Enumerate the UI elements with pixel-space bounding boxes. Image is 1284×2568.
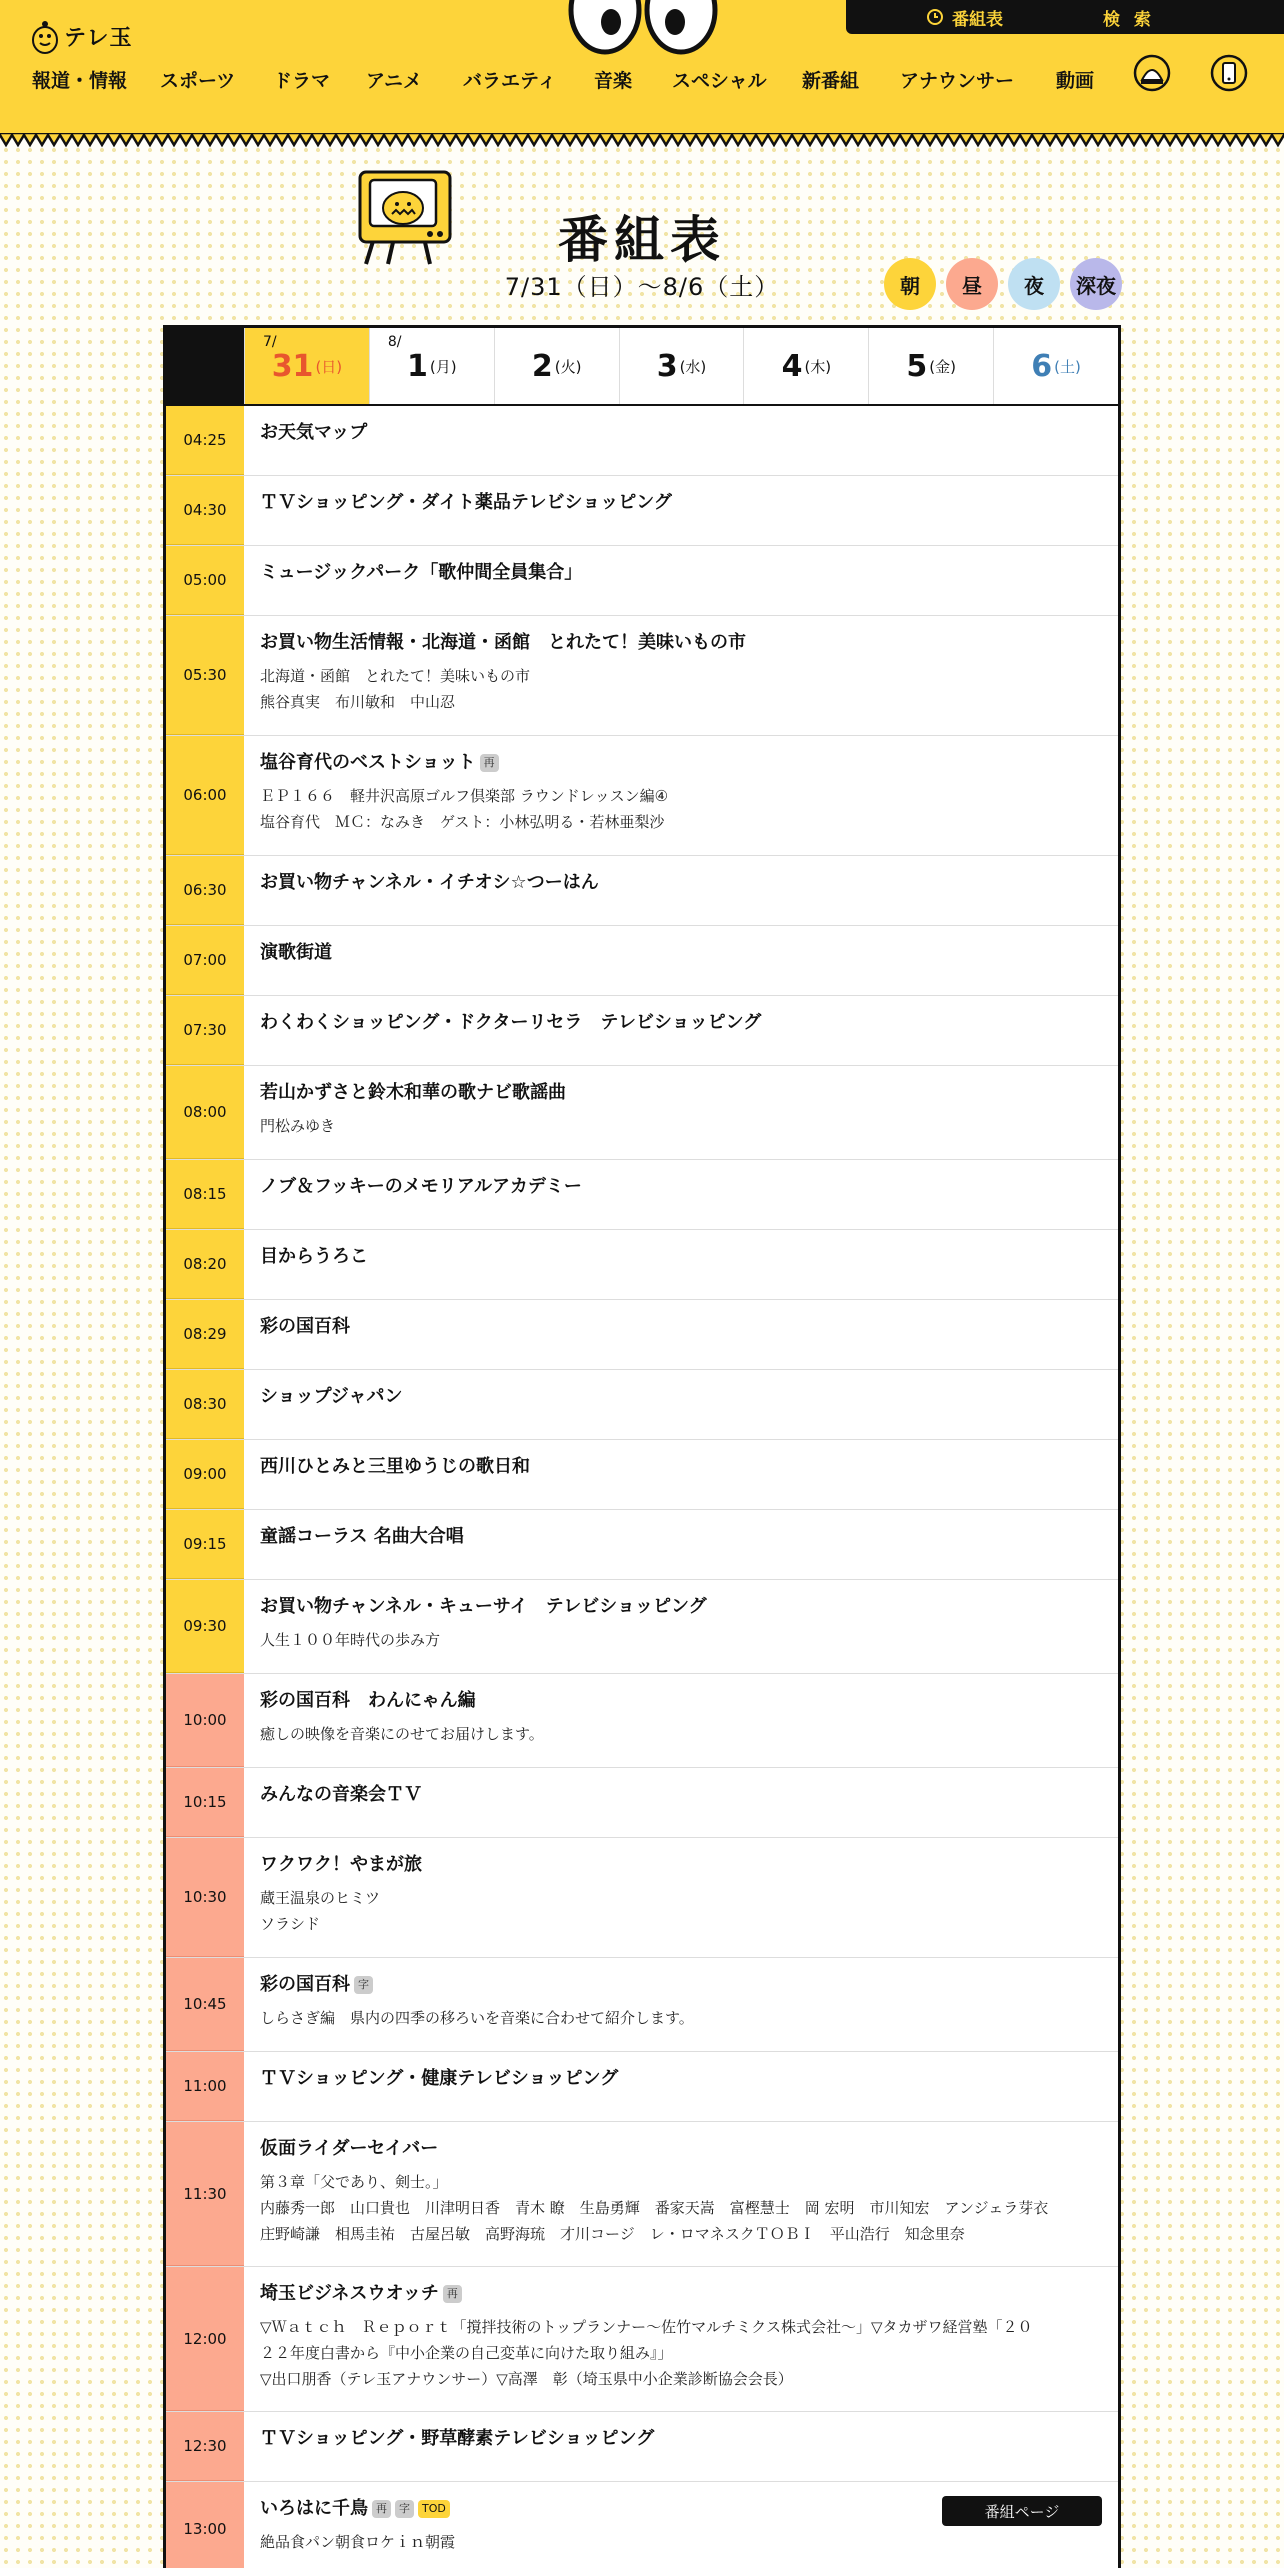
program-cell[interactable] (244, 1440, 1118, 1509)
program-cell[interactable] (244, 2482, 1118, 2568)
program-time: 07:00 (166, 926, 244, 995)
program-title-line (260, 1595, 1104, 1619)
day-tab[interactable] (993, 328, 1118, 404)
program-cell[interactable] (244, 1510, 1118, 1579)
program-title-line (260, 1385, 1104, 1409)
program-cell[interactable] (244, 2267, 1118, 2411)
program-title-line (260, 1011, 1104, 1035)
day-month: 7/ (263, 334, 277, 350)
program-title[interactable]: お天気マップ (260, 422, 368, 443)
program-list (166, 406, 1118, 2568)
program-cell[interactable] (244, 2122, 1118, 2266)
program-time: 09:00 (166, 1440, 244, 1509)
program-title-line (260, 561, 1104, 585)
day-weekday: (日) (315, 357, 343, 376)
nav-announcers[interactable]: アナウンサー (900, 70, 1015, 92)
program-row (166, 1066, 1118, 1160)
program-title-line (260, 2067, 1104, 2091)
page-title: 番組表 (558, 211, 726, 269)
program-time: 08:00 (166, 1066, 244, 1159)
filter-evening-button[interactable]: 夜 (1008, 258, 1060, 310)
program-time: 06:30 (166, 856, 244, 925)
program-description-line: ソラシド (260, 1915, 321, 1933)
program-time: 05:30 (166, 616, 244, 735)
program-title[interactable]: ＴＶショッピング・野草酵素テレビショッピング (260, 2428, 655, 2449)
program-title-line (260, 1245, 1104, 1269)
program-cell[interactable] (244, 1230, 1118, 1299)
program-time: 11:30 (166, 2122, 244, 2266)
filter-morning-button[interactable]: 朝 (884, 258, 936, 310)
program-title-line (260, 1081, 1104, 1105)
program-title[interactable]: 西川ひとみと三里ゆうじの歌日和 (260, 1456, 530, 1477)
program-cell[interactable] (244, 926, 1118, 995)
program-time: 09:30 (166, 1580, 244, 1673)
program-description (260, 1627, 1104, 1653)
day-weekday: (火) (554, 357, 582, 376)
program-time: 06:00 (166, 736, 244, 855)
program-title[interactable]: 童謡コーラス 名曲大合唱 (260, 1526, 464, 1547)
program-cell[interactable] (244, 736, 1118, 855)
program-row (166, 2052, 1118, 2122)
nav-sports[interactable]: スポーツ (160, 70, 236, 92)
program-row (166, 406, 1118, 476)
program-title[interactable]: 埼玉ビジネスウオッチ (260, 2283, 439, 2304)
program-time: 08:20 (166, 1230, 244, 1299)
program-description (260, 2005, 1104, 2031)
program-description-line: ＥＰ１６６ 軽井沢高原ゴルフ倶楽部 ラウンドレッスン編④ (260, 787, 669, 805)
main-nav (0, 66, 1284, 96)
program-tag: 字 (354, 1976, 373, 1994)
program-title-line (260, 1525, 1104, 1549)
day-tab[interactable] (868, 328, 993, 404)
program-cell[interactable] (244, 1066, 1118, 1159)
program-title-line (260, 1783, 1104, 1807)
program-row (166, 2122, 1118, 2267)
program-time: 07:30 (166, 996, 244, 1065)
clock-icon (926, 8, 944, 26)
date-range: 7/31（日）〜8/6（土） (504, 273, 780, 301)
program-description (260, 2529, 1104, 2555)
program-cell[interactable] (244, 616, 1118, 735)
program-title[interactable]: みんなの音楽会ＴＶ (260, 1784, 422, 1805)
program-title[interactable]: 彩の国百科 (260, 1974, 350, 1995)
day-month: 8/ (387, 334, 402, 350)
program-title[interactable]: お買い物チャンネル・イチオシ☆つーはん (260, 872, 599, 893)
program-cell[interactable] (244, 1838, 1118, 1957)
program-cell[interactable] (244, 476, 1118, 545)
day-tab[interactable] (369, 328, 494, 404)
mascot-eyes-icon (568, 0, 718, 60)
program-description-line: 蔵王温泉のヒミツ (260, 1889, 381, 1907)
program-time: 09:15 (166, 1510, 244, 1579)
program-description-line: しらさぎ編 県内の四季の移ろいを音楽に合わせて紹介します。 (260, 2009, 694, 2027)
day-weekday: (金) (929, 357, 957, 376)
program-title[interactable]: お買い物生活情報・北海道・函館 とれたて！美味いもの市 (260, 632, 746, 653)
filter-latenight-button[interactable]: 深夜 (1070, 258, 1122, 310)
program-title-line (260, 1315, 1104, 1339)
program-time: 12:00 (166, 2267, 244, 2411)
day-weekday: (土) (1054, 357, 1081, 376)
program-title[interactable]: 塩谷育代のベストショット (260, 752, 476, 773)
program-title-line (260, 1853, 1104, 1877)
program-title[interactable]: ＴＶショッピング・健康テレビショッピング (260, 2068, 619, 2089)
program-row (166, 1160, 1118, 1230)
header-zigzag-divider (0, 133, 1284, 149)
program-description-line: ２２年度白書から『中小企業の自己変革に向けた取り組み』」 (260, 2344, 673, 2362)
program-cell[interactable] (244, 2052, 1118, 2121)
program-cell[interactable] (244, 1370, 1118, 1439)
program-cell[interactable] (244, 1768, 1118, 1837)
search-link[interactable]: 検 索 (1103, 9, 1155, 30)
program-row (166, 996, 1118, 1066)
day-tab[interactable] (494, 328, 619, 404)
site-header (0, 0, 1284, 135)
program-time: 08:29 (166, 1300, 244, 1369)
day-number: 31 (271, 348, 314, 384)
day-number: 6 (1031, 348, 1053, 384)
program-description-line: 内藤秀一郎 山口貴也 川津明日香 青木 瞭 生島勇輝 番家天嵩 富樫慧士 岡 宏明 市川知宏 アンジェラ芽衣 (260, 2199, 1049, 2217)
program-description (260, 783, 1104, 835)
program-tag: 再 (372, 2500, 391, 2518)
program-title[interactable]: ＴＶショッピング・ダイト薬品テレビショッピング (260, 492, 672, 513)
day-tab[interactable] (743, 328, 868, 404)
program-description-line: 絶品食パン朝食ロケｉｎ朝霞 (260, 2533, 456, 2551)
program-row (166, 1838, 1118, 1958)
program-guide-link[interactable] (926, 5, 1003, 30)
program-cell[interactable] (244, 1300, 1118, 1369)
program-tag: 再 (480, 754, 499, 772)
program-row (166, 856, 1118, 926)
program-row (166, 1370, 1118, 1440)
program-description-line: 第３章「父であり、剣士。」 (260, 2173, 448, 2191)
program-title[interactable]: 演歌街道 (260, 942, 332, 963)
program-title-line (260, 631, 1104, 655)
program-time: 12:30 (166, 2412, 244, 2481)
top-utility-bar (846, 0, 1284, 34)
program-title-line (260, 2282, 1104, 2306)
program-description-line: 人生１００年時代の歩み方 (260, 1631, 441, 1649)
program-time: 05:00 (166, 546, 244, 615)
program-time: 10:15 (166, 1768, 244, 1837)
program-row (166, 1230, 1118, 1300)
day-weekday: (木) (804, 357, 832, 376)
program-time: 10:00 (166, 1674, 244, 1767)
program-row (166, 2267, 1118, 2412)
day-tab[interactable] (619, 328, 744, 404)
day-weekday: (水) (679, 357, 707, 376)
program-title[interactable]: 彩の国百科 (260, 1316, 350, 1337)
program-title[interactable]: ミュージックパーク「歌仲間全員集合」 (260, 562, 583, 583)
program-row (166, 926, 1118, 996)
program-title-line (260, 941, 1104, 965)
program-cell[interactable] (244, 856, 1118, 925)
program-description (260, 1885, 1104, 1937)
program-time: 10:30 (166, 1838, 244, 1957)
day-number: 5 (906, 348, 928, 384)
program-tag: TOD (418, 2500, 450, 2518)
day-number: 1 (406, 348, 428, 384)
day-tabs-corner (166, 328, 244, 404)
program-description (260, 663, 1104, 715)
program-cell[interactable] (244, 1958, 1118, 2051)
program-title[interactable]: わくわくショッピング・ドクターリセラ テレビショッピング (260, 1012, 762, 1033)
nav-drama[interactable]: ドラマ (273, 70, 331, 92)
program-title[interactable]: 目からうろこ (260, 1246, 368, 1267)
program-description-line: 門松みゆき (260, 1117, 336, 1135)
program-time: 08:15 (166, 1160, 244, 1229)
program-time: 08:30 (166, 1370, 244, 1439)
program-cell[interactable] (244, 1674, 1118, 1767)
nav-video[interactable]: 動画 (1056, 70, 1095, 92)
program-description-line: 癒しの映像を音楽にのせてお届けします。 (260, 1725, 544, 1743)
program-time: 04:25 (166, 406, 244, 475)
program-time: 04:30 (166, 476, 244, 545)
program-cell[interactable] (244, 546, 1118, 615)
day-number: 4 (781, 348, 803, 384)
nav-special[interactable]: スペシャル (672, 70, 767, 92)
program-row (166, 1440, 1118, 1510)
program-guide-label: 番組表 (952, 9, 1003, 30)
schedule-table (163, 325, 1121, 2568)
program-tag: 字 (395, 2500, 414, 2518)
day-weekday: (月) (429, 357, 457, 376)
program-row (166, 546, 1118, 616)
program-row (166, 2482, 1118, 2568)
filter-daytime-button[interactable]: 昼 (946, 258, 998, 310)
program-description (260, 1721, 1104, 1747)
program-row (166, 736, 1118, 856)
program-description-line: 熊谷真実 布川敏和 中山忍 (260, 693, 456, 711)
program-title-line (260, 2137, 1104, 2161)
program-description-line: 塩谷育代 ＭＣ：なみき ゲスト：小林弘明る・若林亜梨沙 (260, 813, 665, 831)
logo-text: テレ玉 (64, 25, 133, 51)
program-title[interactable]: ワクワク！やまが旅 (260, 1854, 422, 1875)
program-description (260, 1113, 1104, 1139)
site-logo[interactable] (30, 16, 133, 56)
program-title-line (260, 491, 1104, 515)
nav-music[interactable]: 音楽 (594, 70, 633, 92)
program-title-line (260, 751, 1104, 775)
program-row (166, 1958, 1118, 2052)
program-title[interactable]: ノブ＆フッキーのメモリアルアカデミー (260, 1176, 582, 1197)
nav-variety[interactable]: バラエティ (463, 70, 557, 92)
day-tab[interactable] (244, 328, 369, 404)
program-title-line (260, 1689, 1104, 1713)
program-title[interactable]: 若山かずさと鈴木和華の歌ナビ歌謡曲 (260, 1082, 566, 1103)
program-time: 10:45 (166, 1958, 244, 2051)
program-row (166, 1674, 1118, 1768)
program-description-line: 庄野崎謙 相馬圭祐 古屋呂敏 高野海琉 才川コージ レ・ロマネスクＴＯＢＩ 平山浩行 知念里奈 (260, 2225, 965, 2243)
program-title-line (260, 1973, 1104, 1997)
program-cell[interactable] (244, 406, 1118, 475)
program-cell[interactable] (244, 1580, 1118, 1673)
program-row (166, 1510, 1118, 1580)
program-title-line (260, 421, 1104, 445)
program-description-line: ▽出口朋香（テレ玉アナウンサー）▽高澤 彰（埼玉県中小企業診断協会会長） (260, 2370, 793, 2388)
program-time: 13:00 (166, 2482, 244, 2568)
program-row (166, 476, 1118, 546)
program-row (166, 2412, 1118, 2482)
program-title[interactable]: 彩の国百科 わんにゃん編 (260, 1690, 476, 1711)
nav-new-programs[interactable]: 新番組 (802, 70, 860, 92)
app-icon[interactable] (1210, 54, 1248, 92)
program-title[interactable]: ショップジャパン (260, 1386, 403, 1407)
program-page-button[interactable]: 番組ページ (942, 2496, 1102, 2526)
program-tag: 再 (443, 2285, 462, 2303)
program-cell[interactable] (244, 996, 1118, 1065)
program-title-line (260, 871, 1104, 895)
program-row (166, 1580, 1118, 1674)
program-description-line: 北海道・函館 とれたて！美味いもの市 (260, 667, 531, 685)
program-title-line (260, 2427, 1104, 2451)
day-number: 2 (531, 348, 553, 384)
program-row (166, 1300, 1118, 1370)
nav-anime[interactable]: アニメ (366, 70, 423, 92)
day-number: 3 (656, 348, 678, 384)
program-title-line (260, 1175, 1104, 1199)
tamadon-icon[interactable] (1133, 54, 1171, 92)
program-title[interactable]: お買い物チャンネル・キューサイ テレビショッピング (260, 1596, 707, 1617)
program-time: 11:00 (166, 2052, 244, 2121)
program-row (166, 1768, 1118, 1838)
program-description-line: ▽Ｗａｔｃｈ Ｒｅｐｏｒｔ「撹拌技術のトップランナー～佐竹マルチミクス株式会社～」▽タカザワ経営塾「２０ (260, 2318, 1033, 2336)
program-title[interactable]: 仮面ライダーセイバー (260, 2138, 439, 2159)
day-tabs (166, 328, 1118, 406)
program-cell[interactable] (244, 2412, 1118, 2481)
program-title-line (260, 1455, 1104, 1479)
program-cell[interactable] (244, 1160, 1118, 1229)
nav-news[interactable]: 報道・情報 (32, 70, 128, 92)
program-row (166, 616, 1118, 736)
program-title[interactable]: いろはに千鳥 (260, 2498, 368, 2519)
mascot-icon (30, 16, 60, 56)
program-description (260, 2314, 1104, 2392)
program-description (260, 2169, 1104, 2247)
